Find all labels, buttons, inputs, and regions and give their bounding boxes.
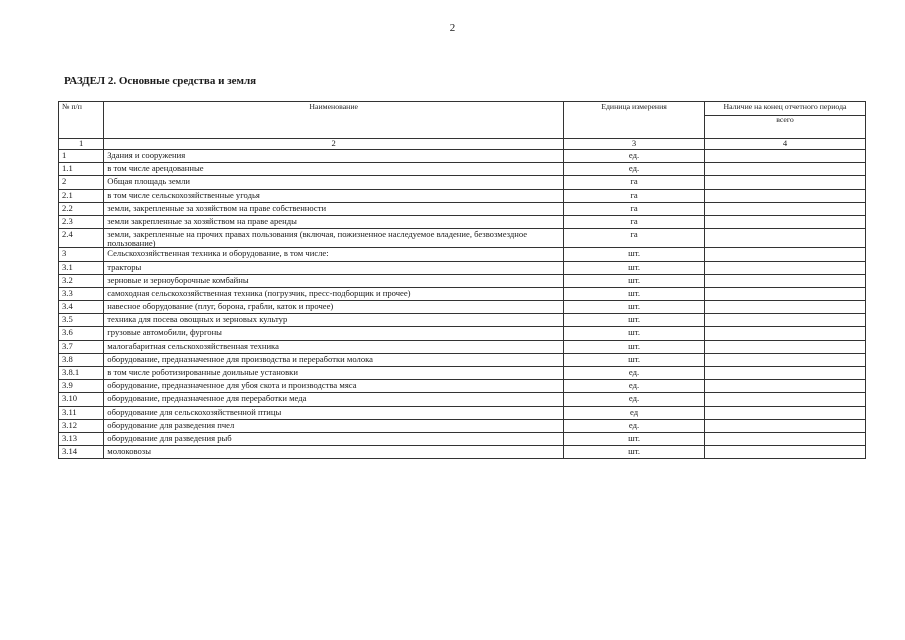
row-number: 3.14 (59, 446, 104, 459)
row-name: оборудование, предназначенное для производства и переработки молока (104, 353, 564, 366)
table-row (59, 353, 866, 366)
table-row (59, 261, 866, 274)
row-value[interactable] (704, 367, 865, 380)
row-value[interactable] (704, 353, 865, 366)
row-name: в том числе сельскохозяйственные угодья (104, 189, 564, 202)
row-name: малогабаритная сельскохозяйственная техника (104, 340, 564, 353)
row-unit: ед. (564, 367, 705, 380)
row-value[interactable] (704, 419, 865, 432)
table-row (59, 176, 866, 189)
row-name: оборудование, предназначенное для убоя скота и производства мяса (104, 380, 564, 393)
table-row (59, 406, 866, 419)
row-value[interactable] (704, 380, 865, 393)
table-row (59, 248, 866, 261)
column-index: 1 (59, 139, 104, 150)
row-name: тракторы (104, 261, 564, 274)
row-value[interactable] (704, 406, 865, 419)
row-name: оборудование для разведения рыб (104, 432, 564, 445)
row-unit: ед. (564, 163, 705, 176)
row-value[interactable] (704, 340, 865, 353)
row-unit: шт. (564, 340, 705, 353)
row-value[interactable] (704, 287, 865, 300)
table-row (59, 274, 866, 287)
table-row (59, 301, 866, 314)
row-value[interactable] (704, 327, 865, 340)
row-unit: шт. (564, 261, 705, 274)
row-value[interactable] (704, 248, 865, 261)
row-name: земли, закрепленные на прочих правах пользования (включая, пожизненное наследуемое владение, безвозмездное пользование) (104, 229, 564, 248)
row-number: 2.2 (59, 202, 104, 215)
row-number: 2.4 (59, 229, 104, 248)
row-name: грузовые автомобили, фургоны (104, 327, 564, 340)
row-number: 3.3 (59, 287, 104, 300)
row-name: земли закрепленные за хозяйством на праве аренды (104, 215, 564, 228)
row-number: 3.2 (59, 274, 104, 287)
row-name: в том числе арендованные (104, 163, 564, 176)
row-name: Общая площадь земли (104, 176, 564, 189)
header-unit: Единица измерения (564, 102, 705, 139)
row-name: техника для посева овощных и зерновых культур (104, 314, 564, 327)
table-row (59, 419, 866, 432)
row-unit: шт. (564, 248, 705, 261)
row-unit: га (564, 202, 705, 215)
row-unit: ед. (564, 150, 705, 163)
row-unit: га (564, 215, 705, 228)
table-row (59, 432, 866, 445)
row-name: оборудование для разведения пчел (104, 419, 564, 432)
row-number: 3.13 (59, 432, 104, 445)
row-name: оборудование для сельскохозяйственной птицы (104, 406, 564, 419)
row-number: 3.11 (59, 406, 104, 419)
header-name: Наименование (104, 102, 564, 139)
row-value[interactable] (704, 446, 865, 459)
row-value[interactable] (704, 189, 865, 202)
row-name: Сельскохозяйственная техника и оборудование, в том числе: (104, 248, 564, 261)
row-unit: шт. (564, 446, 705, 459)
row-unit: ед. (564, 393, 705, 406)
row-unit: шт. (564, 301, 705, 314)
page-number: 2 (449, 22, 456, 34)
table-row (59, 202, 866, 215)
table-row (59, 314, 866, 327)
row-unit: ед (564, 406, 705, 419)
row-unit: ед. (564, 380, 705, 393)
row-unit: шт. (564, 274, 705, 287)
row-name: навесное оборудование (плуг, борона, грабли, каток и прочее) (104, 301, 564, 314)
row-value[interactable] (704, 229, 865, 248)
row-number: 3.9 (59, 380, 104, 393)
row-number: 3.4 (59, 301, 104, 314)
row-value[interactable] (704, 301, 865, 314)
row-name: оборудование, предназначенное для переработки меда (104, 393, 564, 406)
column-index: 3 (564, 139, 705, 150)
row-value[interactable] (704, 215, 865, 228)
table-row (59, 163, 866, 176)
row-value[interactable] (704, 163, 865, 176)
row-unit: га (564, 176, 705, 189)
row-number: 3.12 (59, 419, 104, 432)
row-unit: ед. (564, 419, 705, 432)
row-value[interactable] (704, 393, 865, 406)
row-name: Здания и сооружения (104, 150, 564, 163)
row-value[interactable] (704, 261, 865, 274)
section-title: РАЗДЕЛ 2. Основные средства и земля (64, 75, 257, 87)
row-value[interactable] (704, 432, 865, 445)
table-row (59, 446, 866, 459)
row-number: 2.3 (59, 215, 104, 228)
header-availability: Наличие на конец отчетного периода (704, 102, 865, 116)
column-index: 2 (104, 139, 564, 150)
table-row (59, 229, 866, 248)
row-value[interactable] (704, 150, 865, 163)
row-value[interactable] (704, 202, 865, 215)
header-num: № п/п (59, 102, 104, 139)
table-row (59, 393, 866, 406)
row-name: зерновые и зерноуборочные комбайны (104, 274, 564, 287)
row-number: 3.8.1 (59, 367, 104, 380)
row-unit: шт. (564, 432, 705, 445)
header-total: всего (704, 116, 865, 139)
column-index: 4 (704, 139, 865, 150)
row-value[interactable] (704, 274, 865, 287)
row-number: 1 (59, 150, 104, 163)
row-name: в том числе роботизированные доильные установки (104, 367, 564, 380)
row-name: молоковозы (104, 446, 564, 459)
assets-table (58, 101, 866, 459)
row-number: 3 (59, 248, 104, 261)
row-number: 3.7 (59, 340, 104, 353)
row-number: 1.1 (59, 163, 104, 176)
row-number: 2 (59, 176, 104, 189)
row-unit: га (564, 189, 705, 202)
row-value[interactable] (704, 314, 865, 327)
row-number: 3.10 (59, 393, 104, 406)
table-row (59, 150, 866, 163)
row-value[interactable] (704, 176, 865, 189)
table-row (59, 340, 866, 353)
row-unit: шт. (564, 314, 705, 327)
row-number: 2.1 (59, 189, 104, 202)
table-row (59, 215, 866, 228)
table-row (59, 287, 866, 300)
row-unit: шт. (564, 353, 705, 366)
row-number: 3.8 (59, 353, 104, 366)
row-unit: шт. (564, 287, 705, 300)
table-row (59, 189, 866, 202)
row-name: земли, закрепленные за хозяйством на праве собственности (104, 202, 564, 215)
row-unit: шт. (564, 327, 705, 340)
row-number: 3.5 (59, 314, 104, 327)
row-number: 3.1 (59, 261, 104, 274)
row-number: 3.6 (59, 327, 104, 340)
table-row (59, 327, 866, 340)
row-name: самоходная сельскохозяйственная техника (погрузчик, пресс-подборщик и прочее) (104, 287, 564, 300)
table-row (59, 380, 866, 393)
table-row (59, 367, 866, 380)
row-unit: га (564, 229, 705, 248)
